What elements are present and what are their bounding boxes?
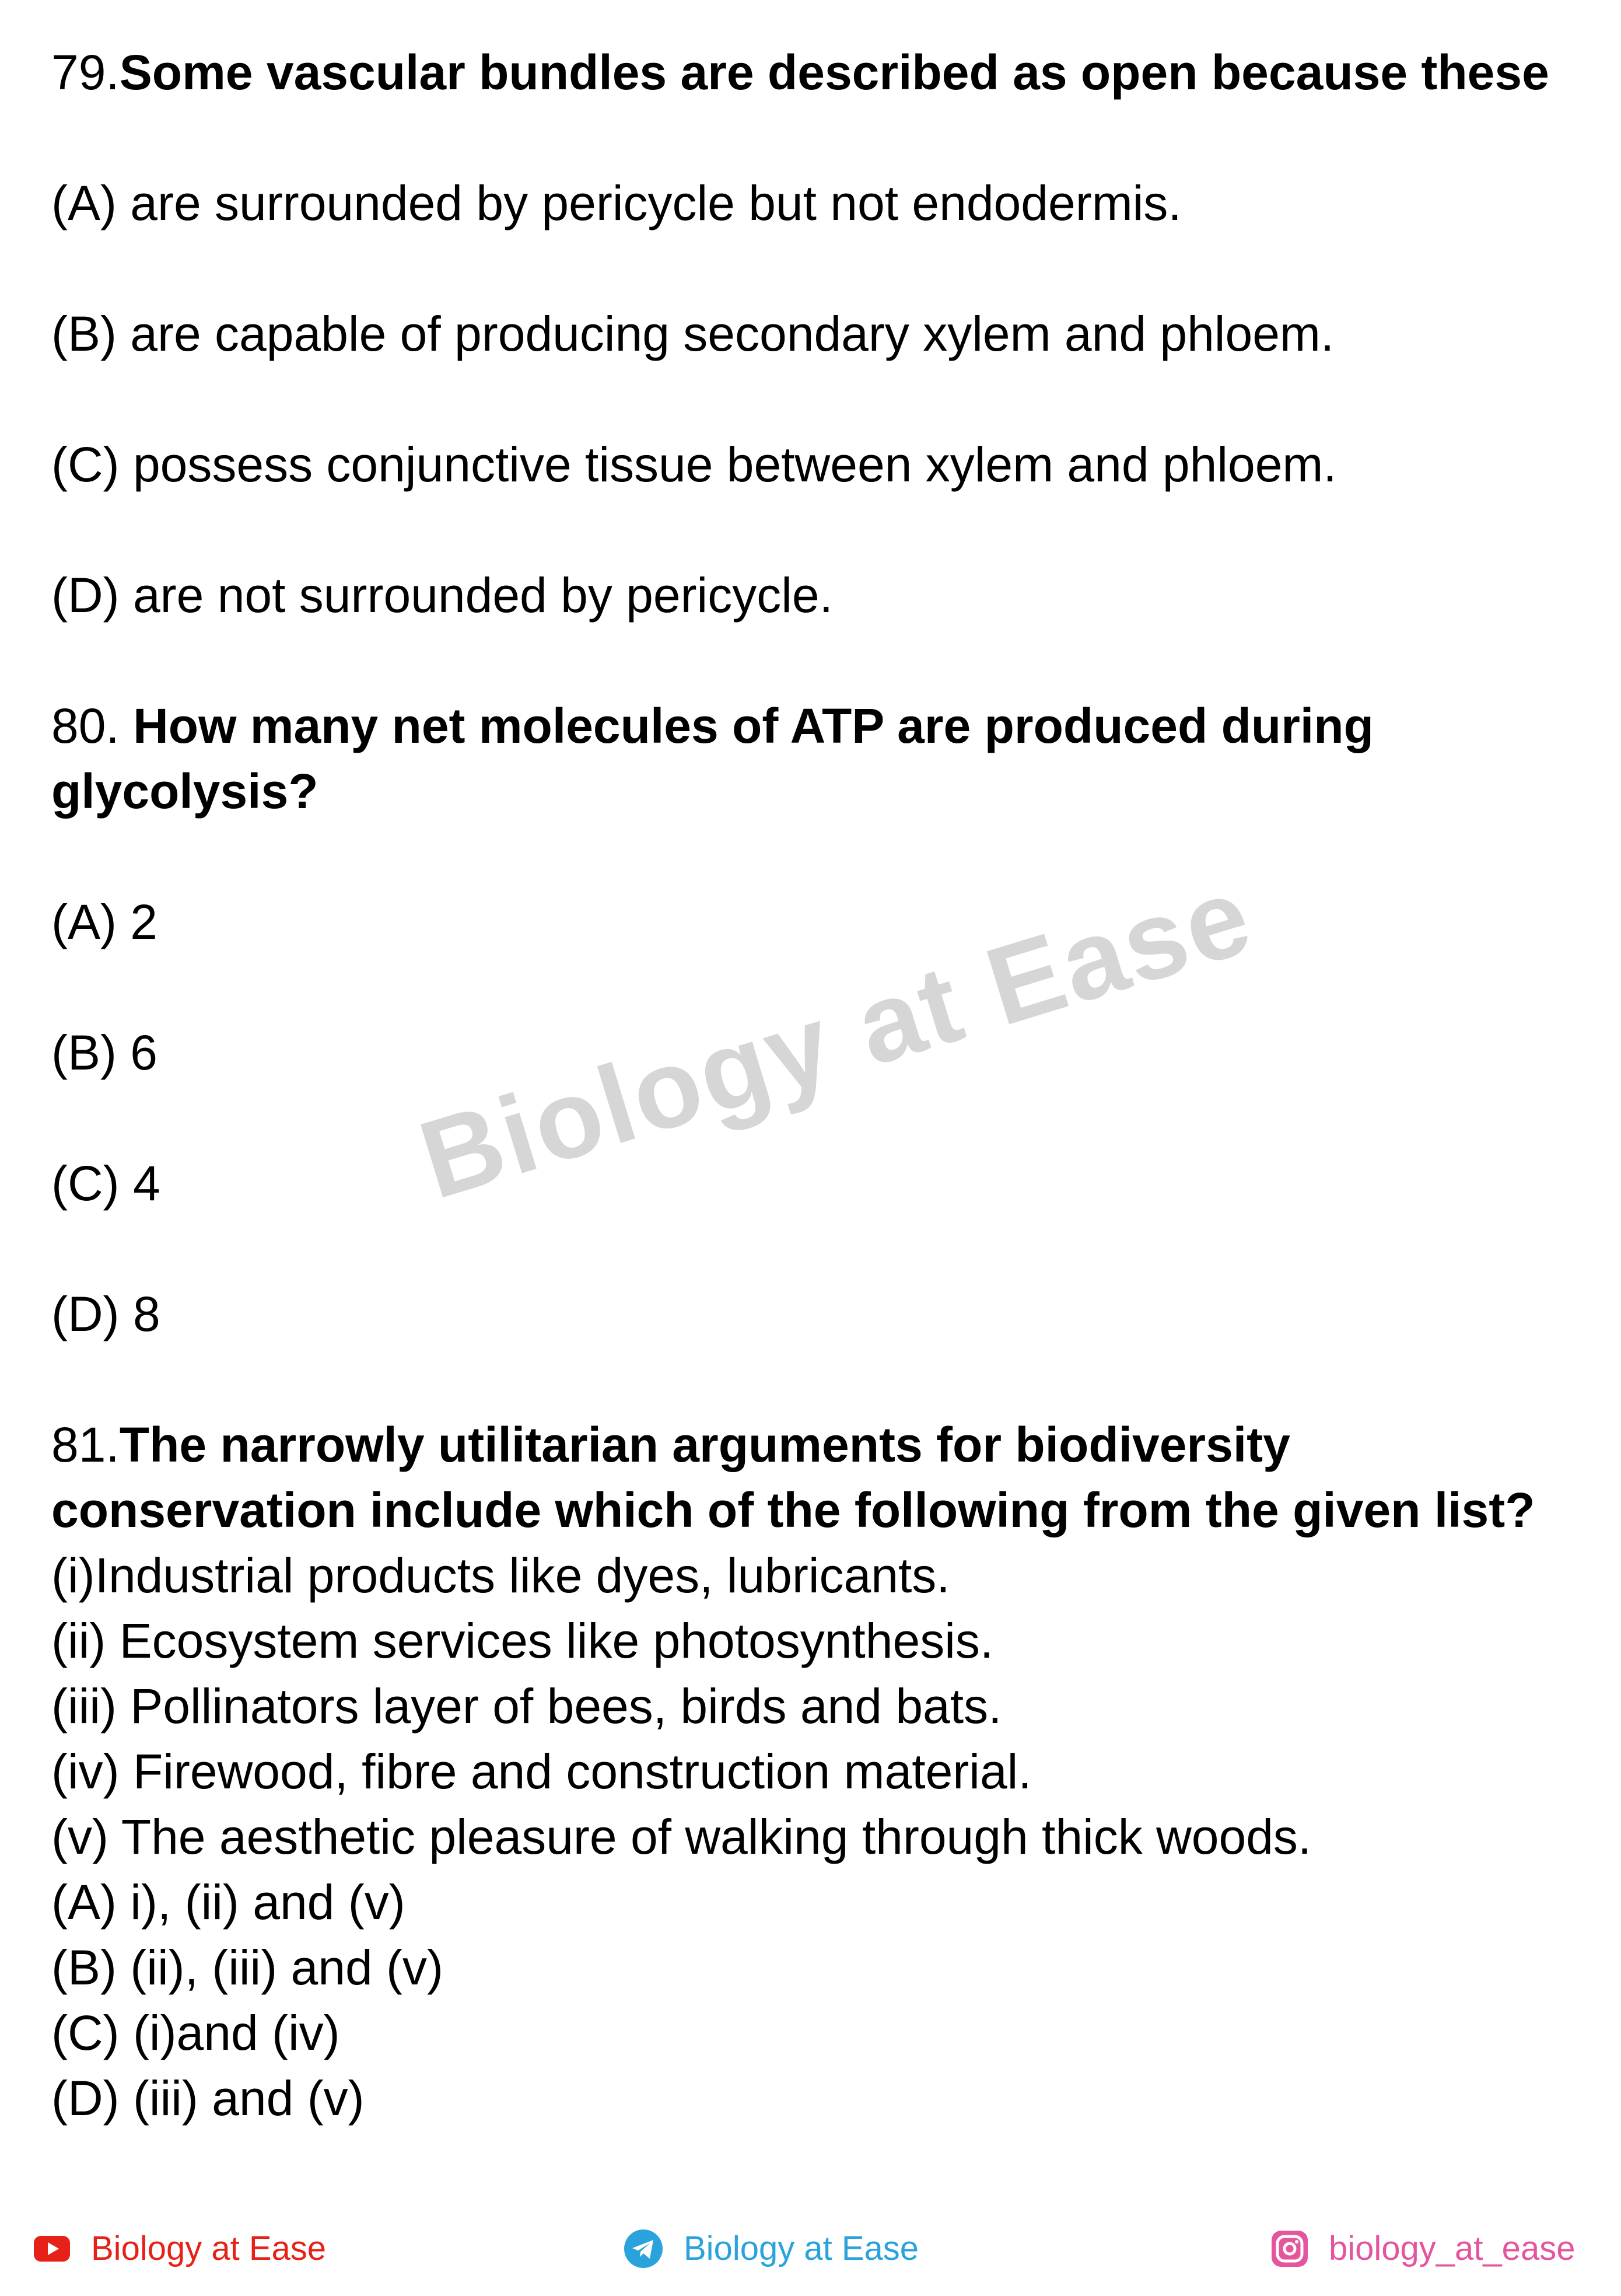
list-item: (v) The aesthetic pleasure of walking through thick woods.: [51, 1809, 1312, 1864]
option-d: (D) 8: [51, 1287, 160, 1341]
question-number: 80.: [51, 698, 134, 753]
youtube-link[interactable]: [34, 2229, 326, 2268]
question-80: [51, 693, 1451, 824]
instagram-link[interactable]: [1272, 2229, 1575, 2268]
telegram-icon: [624, 2229, 663, 2268]
option-a: (A) are surrounded by pericycle but not endodermis.: [51, 176, 1182, 230]
option-b: (B) (ii), (iii) and (v): [51, 1940, 443, 1995]
question-text: Some vascular bundles are described as open because these: [119, 45, 1549, 100]
option-b: (B) 6: [51, 1025, 158, 1080]
option-a: (A) i), (ii) and (v): [51, 1875, 405, 1930]
instagram-icon: [1272, 2231, 1308, 2267]
option-c: (C) possess conjunctive tissue between xylem and phloem.: [51, 437, 1337, 492]
question-number: 79.: [51, 45, 120, 100]
question-number: 81.: [51, 1417, 120, 1472]
option-c: (C) (i)and (iv): [51, 2005, 340, 2060]
instagram-label: biology_at_ease: [1329, 2229, 1576, 2267]
option-a: (A) 2: [51, 894, 158, 949]
telegram-link[interactable]: [624, 2229, 919, 2268]
list-item: (iv) Firewood, fibre and construction material.: [51, 1744, 1032, 1799]
footer: [0, 2229, 1621, 2287]
list-item: (iii) Pollinators layer of bees, birds and bats.: [51, 1679, 1002, 1734]
option-d: (D) (iii) and (v): [51, 2071, 365, 2126]
option-b: (B) are capable of producing secondary xylem and phloem.: [51, 306, 1335, 361]
question-text: How many net molecules of ATP are produced during glycolysis?: [51, 698, 1374, 819]
option-d: (D) are not surrounded by pericycle.: [51, 568, 833, 623]
question-81: [51, 1412, 1568, 1477]
question-text: The narrowly utilitarian arguments for biodiversity: [119, 1417, 1290, 1472]
watermark: Biology at Ease: [407, 852, 1266, 1223]
youtube-icon: [34, 2236, 70, 2262]
telegram-label: Biology at Ease: [684, 2229, 919, 2267]
option-c: (C) 4: [51, 1156, 160, 1211]
list-item: (i)Industrial products like dyes, lubricants.: [51, 1548, 950, 1603]
statement-list: [51, 1543, 1568, 2131]
question-79: [51, 40, 1568, 105]
question-81-line2: conservation include which of the following from the given list?: [51, 1483, 1535, 1537]
youtube-label: Biology at Ease: [91, 2229, 327, 2267]
list-item: (ii) Ecosystem services like photosynthesis.: [51, 1613, 994, 1668]
